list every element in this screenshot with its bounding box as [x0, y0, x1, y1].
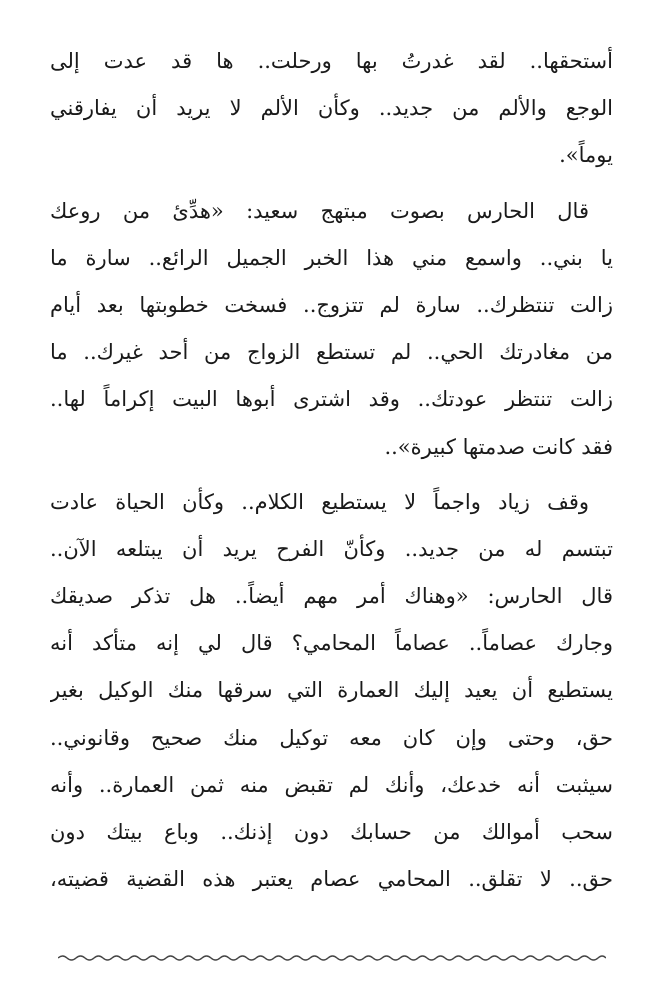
text-line: يوماً». — [559, 143, 613, 168]
text-line: زالت تنتظرك.. سارة لم تتزوج.. فسخت خطوبتها بعد أيام — [50, 292, 613, 317]
text-line: وجارك عصاماً.. عصاماً المحامي؟ قال لي إنه متأكد أنه — [50, 631, 613, 656]
text-line: وقف زياد واجماً لا يستطيع الكلام.. وكأن الحياة عادت — [50, 489, 589, 514]
text-line: سحب أموالك من حسابك دون إذنك.. وباع بيتك دون — [50, 820, 613, 844]
text-line: حق.. لا تقلق.. المحامي عصام يعتبر هذه القضية قضيته، — [50, 867, 613, 892]
paragraph-gap — [50, 180, 613, 188]
text-line: يستطيع أن يعيد إليك العمارة التي سرقها منك الوكيل بغير — [50, 678, 613, 703]
text-line: سيثبت أنه خدعك، وأنك لم تقبض منه ثمن العمارة.. وأنه — [50, 772, 613, 797]
text-line: من مغادرتك الحي.. لم تستطع الزواج من أحد غيرك.. ما — [50, 340, 613, 365]
text-line: زالت تنتظر عودتك.. وقد اشترى أبوها البيت إكراماً لها.. — [50, 387, 613, 412]
paragraph-1 — [50, 38, 613, 180]
text-line: يا بني.. واسمع مني هذا الخبر الجميل الرائع.. سارة ما — [50, 245, 613, 270]
text-line: أستحقها.. لقد غدرتُ بها ورحلت.. ها قد عدت إلى — [50, 49, 613, 73]
paragraph-2 — [50, 188, 613, 471]
text-line: حق، وحتى وإن كان معه توكيل منك صحيح وقانوني.. — [50, 725, 613, 750]
text-line: الوجع والألم من جديد.. وكأن الألم لا يريد أن يفارقني — [50, 96, 613, 121]
text-line: تبتسم له من جديد.. وكأنّ الفرح يريد أن يبتلعه الآن.. — [50, 536, 613, 561]
text-line: قال الحارس بصوت مبتهج سعيد: «هدِّئ من روعك — [50, 198, 589, 223]
paragraph-gap — [50, 471, 613, 479]
wavy-divider — [58, 950, 606, 966]
wavy-divider-line — [58, 956, 606, 960]
text-line: فقد كانت صدمتها كبيرة».. — [384, 434, 613, 459]
text-line: قال الحارس: «وهناك أمر مهم أيضاً.. هل تذكر صديقك — [50, 584, 613, 609]
paragraph-3 — [50, 479, 613, 904]
body-text — [50, 38, 613, 903]
